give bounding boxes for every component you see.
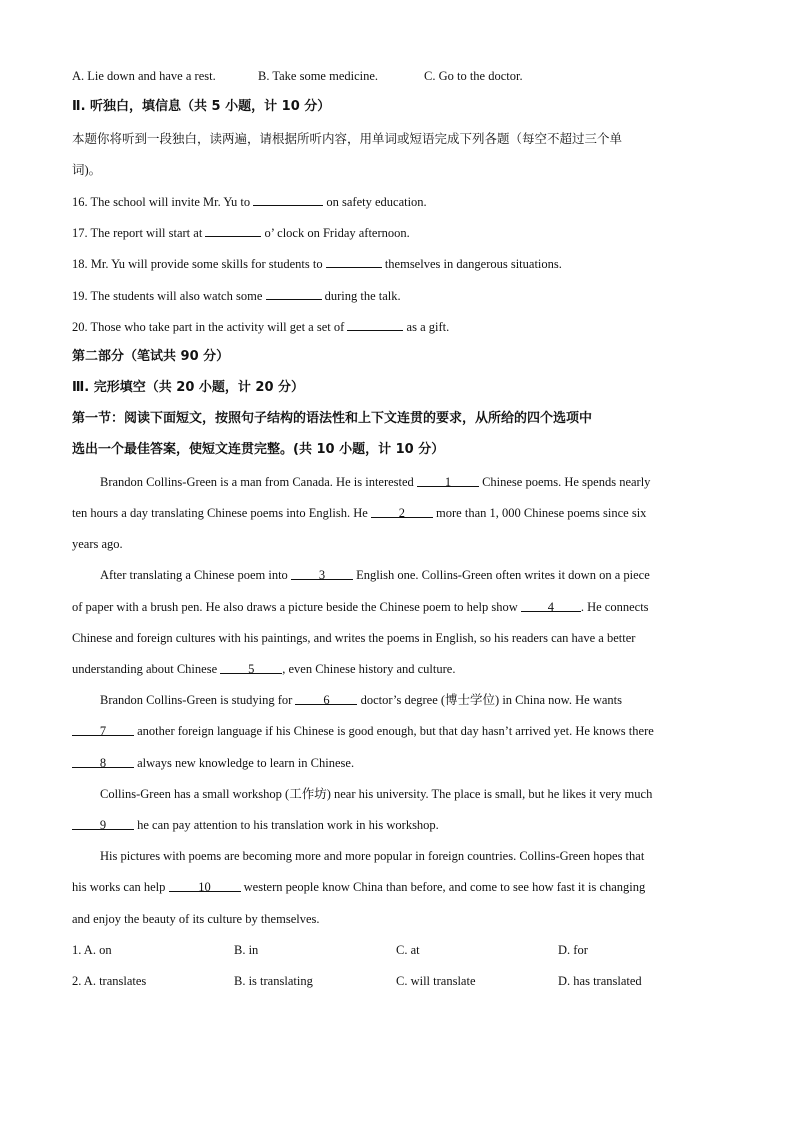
section2-instruction-line2: 词)。 xyxy=(72,163,102,177)
passage-p1-line3: years ago. xyxy=(72,537,123,551)
question-17: 17. The report will start at o’ clock on Friday afternoon. xyxy=(72,226,410,240)
passage-p5-line2: his works can help 10 western people know China than before, and come to see how fast it is changing xyxy=(72,880,646,894)
cloze-blank[interactable]: 10 xyxy=(169,879,241,892)
q2-option-c[interactable]: C. will translate xyxy=(396,974,476,988)
question-16: 16. The school will invite Mr. Yu to on safety education. xyxy=(72,195,427,209)
q1-option-d[interactable]: D. for xyxy=(558,943,588,957)
answer-blank[interactable] xyxy=(266,287,322,300)
cloze-blank[interactable]: 9 xyxy=(72,817,134,830)
cloze-blank[interactable]: 8 xyxy=(72,755,134,768)
q1-option-a[interactable]: 1. A. on xyxy=(72,943,112,957)
question-19: 19. The students will also watch some during the talk. xyxy=(72,289,401,303)
part2-heading: 第二部分（笔试共 90 分） xyxy=(72,349,230,364)
cloze-blank[interactable]: 4 xyxy=(521,599,581,612)
q1-option-c[interactable]: C. at xyxy=(396,943,420,957)
option-c: C. Go to the doctor. xyxy=(424,69,523,83)
passage-p2-line3: Chinese and foreign cultures with his paintings, and writes the poems in English, so his readers can have a better xyxy=(72,631,636,645)
question-20: 20. Those who take part in the activity will get a set of as a gift. xyxy=(72,320,450,334)
section3-heading: Ⅲ. 完形填空（共 20 小题，计 20 分） xyxy=(72,380,305,395)
q2-option-a[interactable]: 2. A. translates xyxy=(72,974,147,988)
passage-p4-line1: Collins-Green has a small workshop (工作坊) near his university. The place is small, but he likes it very much xyxy=(100,787,653,801)
answer-blank[interactable] xyxy=(205,224,261,237)
cloze-blank[interactable]: 2 xyxy=(371,505,433,518)
answer-blank[interactable] xyxy=(347,318,403,331)
passage-p3-line3: 8 always new knowledge to learn in Chinese. xyxy=(72,755,354,771)
cloze-blank[interactable]: 3 xyxy=(291,567,353,580)
passage-p5-line3: and enjoy the beauty of its culture by themselves. xyxy=(72,912,320,926)
answer-blank[interactable] xyxy=(326,255,382,268)
cloze-blank[interactable]: 6 xyxy=(295,692,357,705)
section3-sub-line1: 第一节：阅读下面短文，按照句子结构的语法性和上下文连贯的要求，从所给的四个选项中 xyxy=(72,411,593,426)
q1-option-b[interactable]: B. in xyxy=(234,943,259,957)
section2-heading: Ⅱ. 听独白，填信息（共 5 小题，计 10 分） xyxy=(72,99,331,114)
option-a: A. Lie down and have a rest. xyxy=(72,69,216,83)
passage-p1-line1: Brandon Collins-Green is a man from Canada. He is interested 1 Chinese poems. He spends nearly xyxy=(100,475,651,489)
q2-option-b[interactable]: B. is translating xyxy=(234,974,313,988)
cloze-blank[interactable]: 7 xyxy=(72,723,134,736)
passage-p3-line1: Brandon Collins-Green is studying for 6 doctor’s degree (博士学位) in China now. He wants xyxy=(100,693,622,707)
cloze-blank[interactable]: 5 xyxy=(220,661,282,674)
passage-p2-line1: After translating a Chinese poem into 3 English one. Collins-Green often writes it down on a piece xyxy=(100,568,650,582)
option-b: B. Take some medicine. xyxy=(258,69,379,83)
passage-p4-line2: 9 he can pay attention to his translation work in his workshop. xyxy=(72,817,439,833)
answer-blank[interactable] xyxy=(253,193,323,206)
q2-option-d[interactable]: D. has translated xyxy=(558,974,642,988)
cloze-blank[interactable]: 1 xyxy=(417,474,479,487)
section3-sub-line2: 选出一个最佳答案，使短文连贯完整。(共 10 小题，计 10 分） xyxy=(72,442,445,457)
passage-p5-line1: His pictures with poems are becoming more and more popular in foreign countries. Collins-Green hopes that xyxy=(100,849,645,863)
section2-instruction-line1: 本题你将听到一段独白，读两遍，请根据所听内容，用单词或短语完成下列各题（每空不超过三个单 xyxy=(72,132,623,146)
passage-p2-line2: of paper with a brush pen. He also draws a picture beside the Chinese poem to help show 4 . He connects xyxy=(72,600,649,614)
passage-p2-line4: understanding about Chinese 5 , even Chinese history and culture. xyxy=(72,662,456,676)
passage-p1-line2: ten hours a day translating Chinese poems into English. He 2 more than 1, 000 Chinese poems since six xyxy=(72,506,647,520)
prev-question-options xyxy=(72,68,216,84)
passage-p3-line2: 7 another foreign language if his Chinese is good enough, but that day hasn’t arrived yet. He knows there xyxy=(72,723,654,739)
question-18: 18. Mr. Yu will provide some skills for students to themselves in dangerous situations. xyxy=(72,257,562,271)
